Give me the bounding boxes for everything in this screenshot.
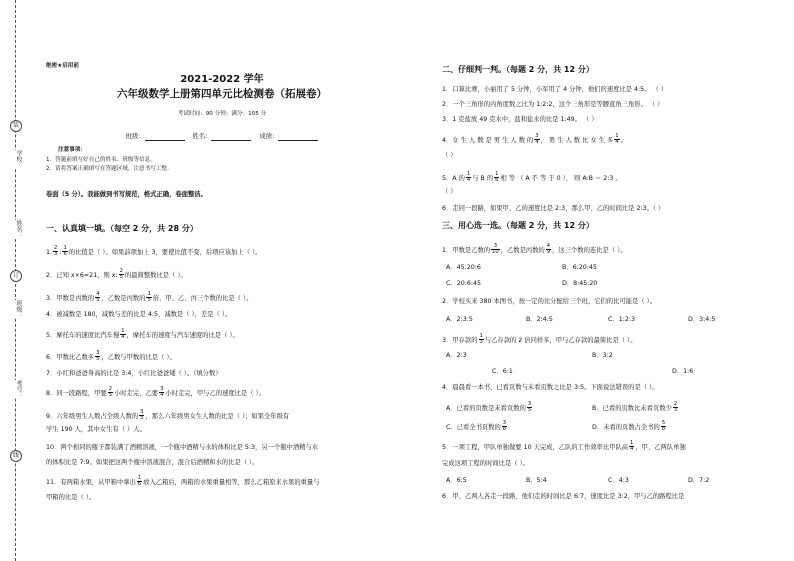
s1-question-9: 9．六年级男生人数占全级人数的 $\frac{3}{5}$ ，那么六年级男女生人数的比是（ ）；如果全年级有 [46, 409, 290, 422]
s2-question-1: 1．口算比赛，小丽用了 5 分钟，小军用了 4 分钟，他们的速度比是 4:5。 （ ） [442, 86, 668, 93]
s3-question-4: 4．晨晨看一本书，已看页数与未看页数之比是 3:5。下面说法错误的是（ ）。 [442, 384, 659, 391]
s1-question-2: 2．已知 x×6=21，则 x: $\frac{2}{5}$ 的最简整数比是（ ）。 [46, 268, 187, 281]
fraction: $\frac{1}{6}$ [495, 171, 499, 184]
fraction: $\frac{1}{4}$ [615, 133, 619, 146]
score-field-line[interactable] [278, 133, 318, 141]
school-year: 2021-2022 学年 [180, 74, 264, 85]
fraction: $\frac{1}{6}$ [63, 245, 67, 258]
s3-question-3: 3．甲存款的 $\frac{1}{3}$ 与乙存款的 2 倍同样多，甲与乙存款的最简比是（ ）。 [442, 333, 637, 346]
option-c[interactable]: C．4:3 [608, 477, 629, 484]
fraction: $\frac{2}{3}$ [673, 401, 678, 414]
s3-question-6: 6．甲、乙两人各走一段路，他们走的时间比是 6:7，速度比是 3:2，甲与乙的路程比是 [442, 493, 685, 500]
student-fields [46, 133, 398, 141]
binding-circle-ding: 订 [10, 270, 22, 282]
option-c[interactable]: C．6:1 [492, 368, 513, 375]
s1-question-11-cont: 甲箱的比是（ ）。 [46, 494, 96, 501]
s3-question-5-cont: 完成这项工程的时间比是（ ）。 [442, 460, 530, 467]
s3-question-1: 1．甲数是乙数的 $\frac{3}{10}$ ，乙数是丙数的 $\frac{4}{9}$ ，这三个数的连比是（ ）。 [442, 243, 627, 256]
fraction: $\frac{2}{5}$ [119, 268, 123, 281]
option-b[interactable]: B．2:4:5 [526, 316, 553, 323]
option-a[interactable]: A．45:20:6 [446, 264, 481, 271]
fraction: $\frac{2}{5}$ [108, 386, 112, 399]
name-field-line[interactable] [211, 133, 251, 141]
s1-question-5: 5．摩托车的速度比汽车慢 $\frac{1}{4}$ ，摩托车的速度与汽车速度的比是（ ）。 [46, 328, 239, 341]
s1-question-11: 11．有两箱水果，从甲箱中拿出 $\frac{1}{6}$ 放入乙箱后，两箱的水果重量相等，那么乙箱原来水果的重量与 [46, 475, 320, 488]
exam-meta: 考试时间：90 分钟；满分：105 分 [177, 111, 267, 117]
fraction: $\frac{1}{4}$ [466, 171, 471, 184]
name-field-label: 姓名： [192, 133, 212, 140]
binding-label-number: 考号： [8, 380, 22, 398]
fraction: $\frac{2}{3}$ [54, 245, 58, 258]
option-a[interactable]: A．6:5 [446, 477, 467, 484]
s1-question-10-cont: 的体积比是 7:9。如果把这两个瓶中溶液混合，混合后酒精和水的比是（ ）。 [46, 459, 259, 466]
option-a[interactable]: A．2:3:5 [446, 316, 473, 323]
option-c[interactable]: C．已看全书页数的 $\frac{3}{8}$ [446, 420, 507, 433]
s2-question-4: 4．女 生 人 数 是 男 生 人 数 的 $\frac{3}{4}$ ， 男 生 人 数 比 女 生 多 $\frac{1}{4}$ 。 [442, 133, 627, 146]
fraction: $\frac{4}{5}$ [96, 291, 100, 304]
s1-question-6: 6．甲数比乙数多 $\frac{3}{5}$ ，乙数与甲数的比是（ ）。 [46, 350, 176, 363]
option-b[interactable]: B．3:2 [592, 352, 613, 359]
binding-label-school: 学校： [8, 150, 22, 168]
s1-question-8: 8．同一段路程，甲要 $\frac{2}{5}$ 小时走完，乙要 $\frac{3}{4}$ 小时走完，甲与乙的速度比是（ ）。 [46, 386, 265, 399]
writing-requirement: 卷面（5 分）。我能做到书写规范，格式正确，卷面整洁。 [46, 191, 207, 198]
option-b[interactable]: B．5:4 [526, 477, 547, 484]
option-d[interactable]: D．8:45:20 [562, 280, 598, 287]
fraction: $\frac{1}{4}$ [630, 440, 634, 453]
binding-label-name: 姓名： [8, 220, 22, 238]
section2-title: 二、仔细判一判。（每题 2 分，共 12 分） [442, 65, 594, 74]
fraction: $\frac{3}{4}$ [535, 133, 539, 146]
notes-title: 注意事项： [58, 147, 86, 153]
note-1: 1．答题前填写好自己的姓名、班级等信息。 [46, 157, 156, 163]
s1-question-9-cont: 学生 190 人，其中女生有（ ）人。 [46, 426, 146, 433]
s2-question-3: 3．1 克盐放 49 克水中，盐和盐水的比是 1:49。 （ ） [442, 116, 598, 123]
option-a[interactable]: A．2:3 [446, 352, 467, 359]
option-c[interactable]: C．1:2:3 [608, 316, 635, 323]
section1-title: 一、认真填一填。（每空 2 分，共 28 分） [46, 224, 198, 233]
s2-question-2: 2．一个三角形的内角度数之比为 1:2:2，这个三角形是等腰直角三角形。 （ ） [442, 101, 664, 108]
s3-question-2: 2．学校买来 380 本图书，按一定的比分配给三个班，它们的比可能是（ ）。 [442, 298, 657, 305]
binding-label-class: 班级： [8, 300, 22, 318]
option-c[interactable]: C．20:6:45 [446, 280, 481, 287]
s1-question-4: 4．被减数是 180，减数与差的比是 4:5，减数是（ ），差是（ ）。 [46, 311, 232, 318]
note-2: 2．请将答案正确填写在答题区域，注意书写工整。 [46, 166, 173, 172]
s1-question-3: 3．甲数是丙数的 $\frac{4}{5}$ ，乙数是丙数的 $\frac{1}{5}$ 倍，甲、乙、丙三个数的比是（ ）。 [46, 291, 253, 304]
option-d[interactable]: D．未看的页数占全书的 $\frac{5}{8}$ [592, 420, 666, 433]
option-b[interactable]: B．已看的页数比未看页数少 $\frac{2}{3}$ [592, 401, 678, 414]
option-d[interactable]: D．7:2 [688, 477, 710, 484]
s1-question-10: 10．两个相同的瓶子都装满了酒精溶液，一个瓶中酒精与水的体积比是 5:3，另一个瓶中酒精与水 [46, 444, 319, 451]
option-d[interactable]: D．1:6 [672, 368, 694, 375]
fraction: $\frac{3}{5}$ [96, 350, 100, 363]
class-field-line[interactable] [145, 133, 185, 141]
s3-question-5: 5．一项工程，甲队单独做要 10 天完成，乙队的工作效率比甲队高 $\frac{1}{4}$ ，甲、乙两队单独 [442, 440, 686, 453]
binding-circle-xian: 线 [10, 450, 22, 462]
fraction: $\frac{4}{9}$ [546, 243, 551, 256]
fraction: $\frac{3}{4}$ [160, 386, 164, 399]
fraction: $\frac{1}{5}$ [147, 291, 151, 304]
s2-question-4-answer: （ ） [442, 152, 457, 159]
fraction: $\frac{1}{3}$ [479, 333, 483, 346]
fraction: $\frac{3}{8}$ [502, 420, 507, 433]
s2-question-6: 6．走同一段路，如果甲、乙的速度比是 2:3，那么甲、乙的时间比是 2:3。（ ） [442, 205, 665, 212]
binding-margin [4, 0, 30, 561]
s2-question-5: 5．A 的 $\frac{1}{4}$ 与 B 的 $\frac{1}{6}$ 相 等 （ A 不 等 于 0 ）， 则 A:B ＝ 2:3 。 [442, 171, 622, 184]
fraction: $\frac{5}{8}$ [661, 420, 666, 433]
section3-title: 三、用心选一选。（每题 2 分，共 12 分） [442, 221, 594, 230]
score-field-label: 成绩： [259, 133, 279, 140]
s1-question-7: 7．小红和爸爸身高的比是 3:4，小红比爸爸矮（ ）。（填分数） [46, 370, 222, 377]
fraction: $\frac{1}{6}$ [137, 475, 142, 488]
s1-question-1: 1. $\frac{2}{3}$ : $\frac{1}{6}$ 的比值是（ ）。如果前项加上 3，要使比值不变，后项应该加上（ ）。 [46, 245, 262, 258]
option-d[interactable]: D．3:4:5 [688, 316, 716, 323]
binding-circle-zhuang: 装 [10, 120, 22, 132]
fraction: $\frac{1}{4}$ [121, 328, 125, 341]
page-title: 六年级数学上册第四单元比检测卷（拓展卷） [117, 88, 327, 100]
fraction: $\frac{3}{5}$ [527, 401, 532, 414]
option-b[interactable]: B．6:20:45 [562, 264, 597, 271]
option-a[interactable]: A．已看的页数是未看页数的 $\frac{3}{5}$ [446, 401, 532, 414]
class-field-label: 班级： [125, 133, 145, 140]
fraction: $\frac{3}{10}$ [492, 243, 499, 256]
fraction: $\frac{3}{5}$ [140, 409, 144, 422]
s2-question-5-answer: （ ） [442, 188, 457, 195]
secret-mark: 绝密★启用前 [46, 63, 79, 69]
